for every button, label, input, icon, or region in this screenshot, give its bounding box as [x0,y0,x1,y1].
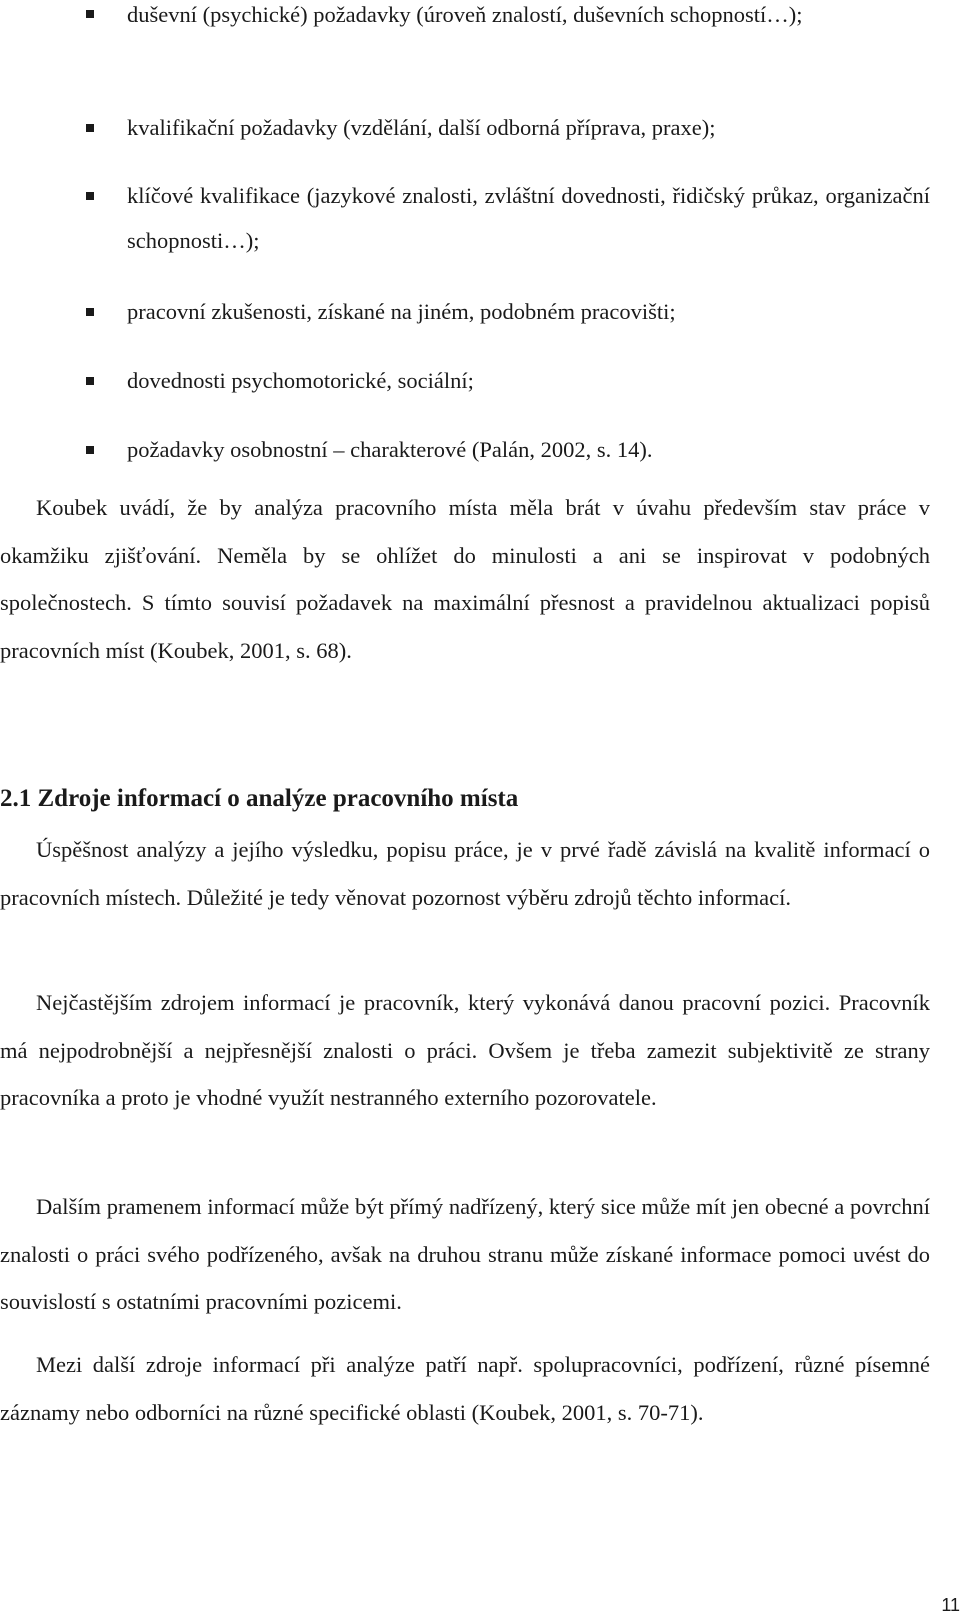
paragraph-koubek: Koubek uvádí, že by analýza pracovního místa měla brát v úvahu především stav práce v okamžiku zjišťování. Neměla by se ohlížet do minulosti a ani se inspirovat v podobných společnostech. S tímto souvisí požadavek na maximální přesnost a pravidelnou aktualizaci popisů pracovních míst (Koubek, 2001, s. 68). [0,495,930,663]
list-item-text: klíčové kvalifikace (jazykové znalosti, zvláštní dovednosti, řidičský průkaz, organizační schopnosti…); [127,183,930,253]
bullet-square-icon [86,446,94,454]
bullet-square-icon [86,124,94,132]
page-number: 11 [941,1595,960,1615]
bullet-square-icon [86,10,94,18]
paragraph: Mezi další zdroje informací při analýze patří např. spolupracovníci, podřízení, různé písemné záznamy nebo odborníci na různé specifické oblasti (Koubek, 2001, s. 70-71). [0,1352,930,1425]
list-item-text: dovednosti psychomotorické, sociální; [127,368,474,393]
bullet-square-icon [86,377,94,385]
list-item-text: kvalifikační požadavky (vzdělání, další odborná příprava, praxe); [127,115,716,140]
list-item-text: duševní (psychické) požadavky (úroveň znalostí, duševních schopností…); [127,2,803,27]
list-item-text: pracovní zkušenosti, získané na jiném, podobném pracovišti; [127,299,676,324]
section-heading: 2.1 Zdroje informací o analýze pracovního místa [0,785,519,812]
bullet-square-icon [86,308,94,316]
list-item-text: požadavky osobnostní – charakterové (Palán, 2002, s. 14). [127,437,653,462]
paragraph: Nejčastějším zdrojem informací je pracovník, který vykonává danou pracovní pozici. Pracovník má nejpodrobnější a nejpřesnější znalosti o práci. Ovšem je třeba zamezit subjektivitě ze strany pracovníka a proto je vhodné využít nestranného externího pozorovatele. [0,990,930,1110]
paragraph: Úspěšnost analýzy a jejího výsledku, popisu práce, je v prvé řadě závislá na kvalitě informací o pracovních místech. Důležité je tedy věnovat pozornost výběru zdrojů těchto informací. [0,837,930,910]
bullet-square-icon [86,192,94,200]
paragraph: Dalším pramenem informací může být přímý nadřízený, který sice může mít jen obecné a povrchní znalosti o práci svého podřízeného, avšak na druhou stranu může získané informace pomoci uvést do souvislostí s ostatními pracovními pozicemi. [0,1194,930,1314]
